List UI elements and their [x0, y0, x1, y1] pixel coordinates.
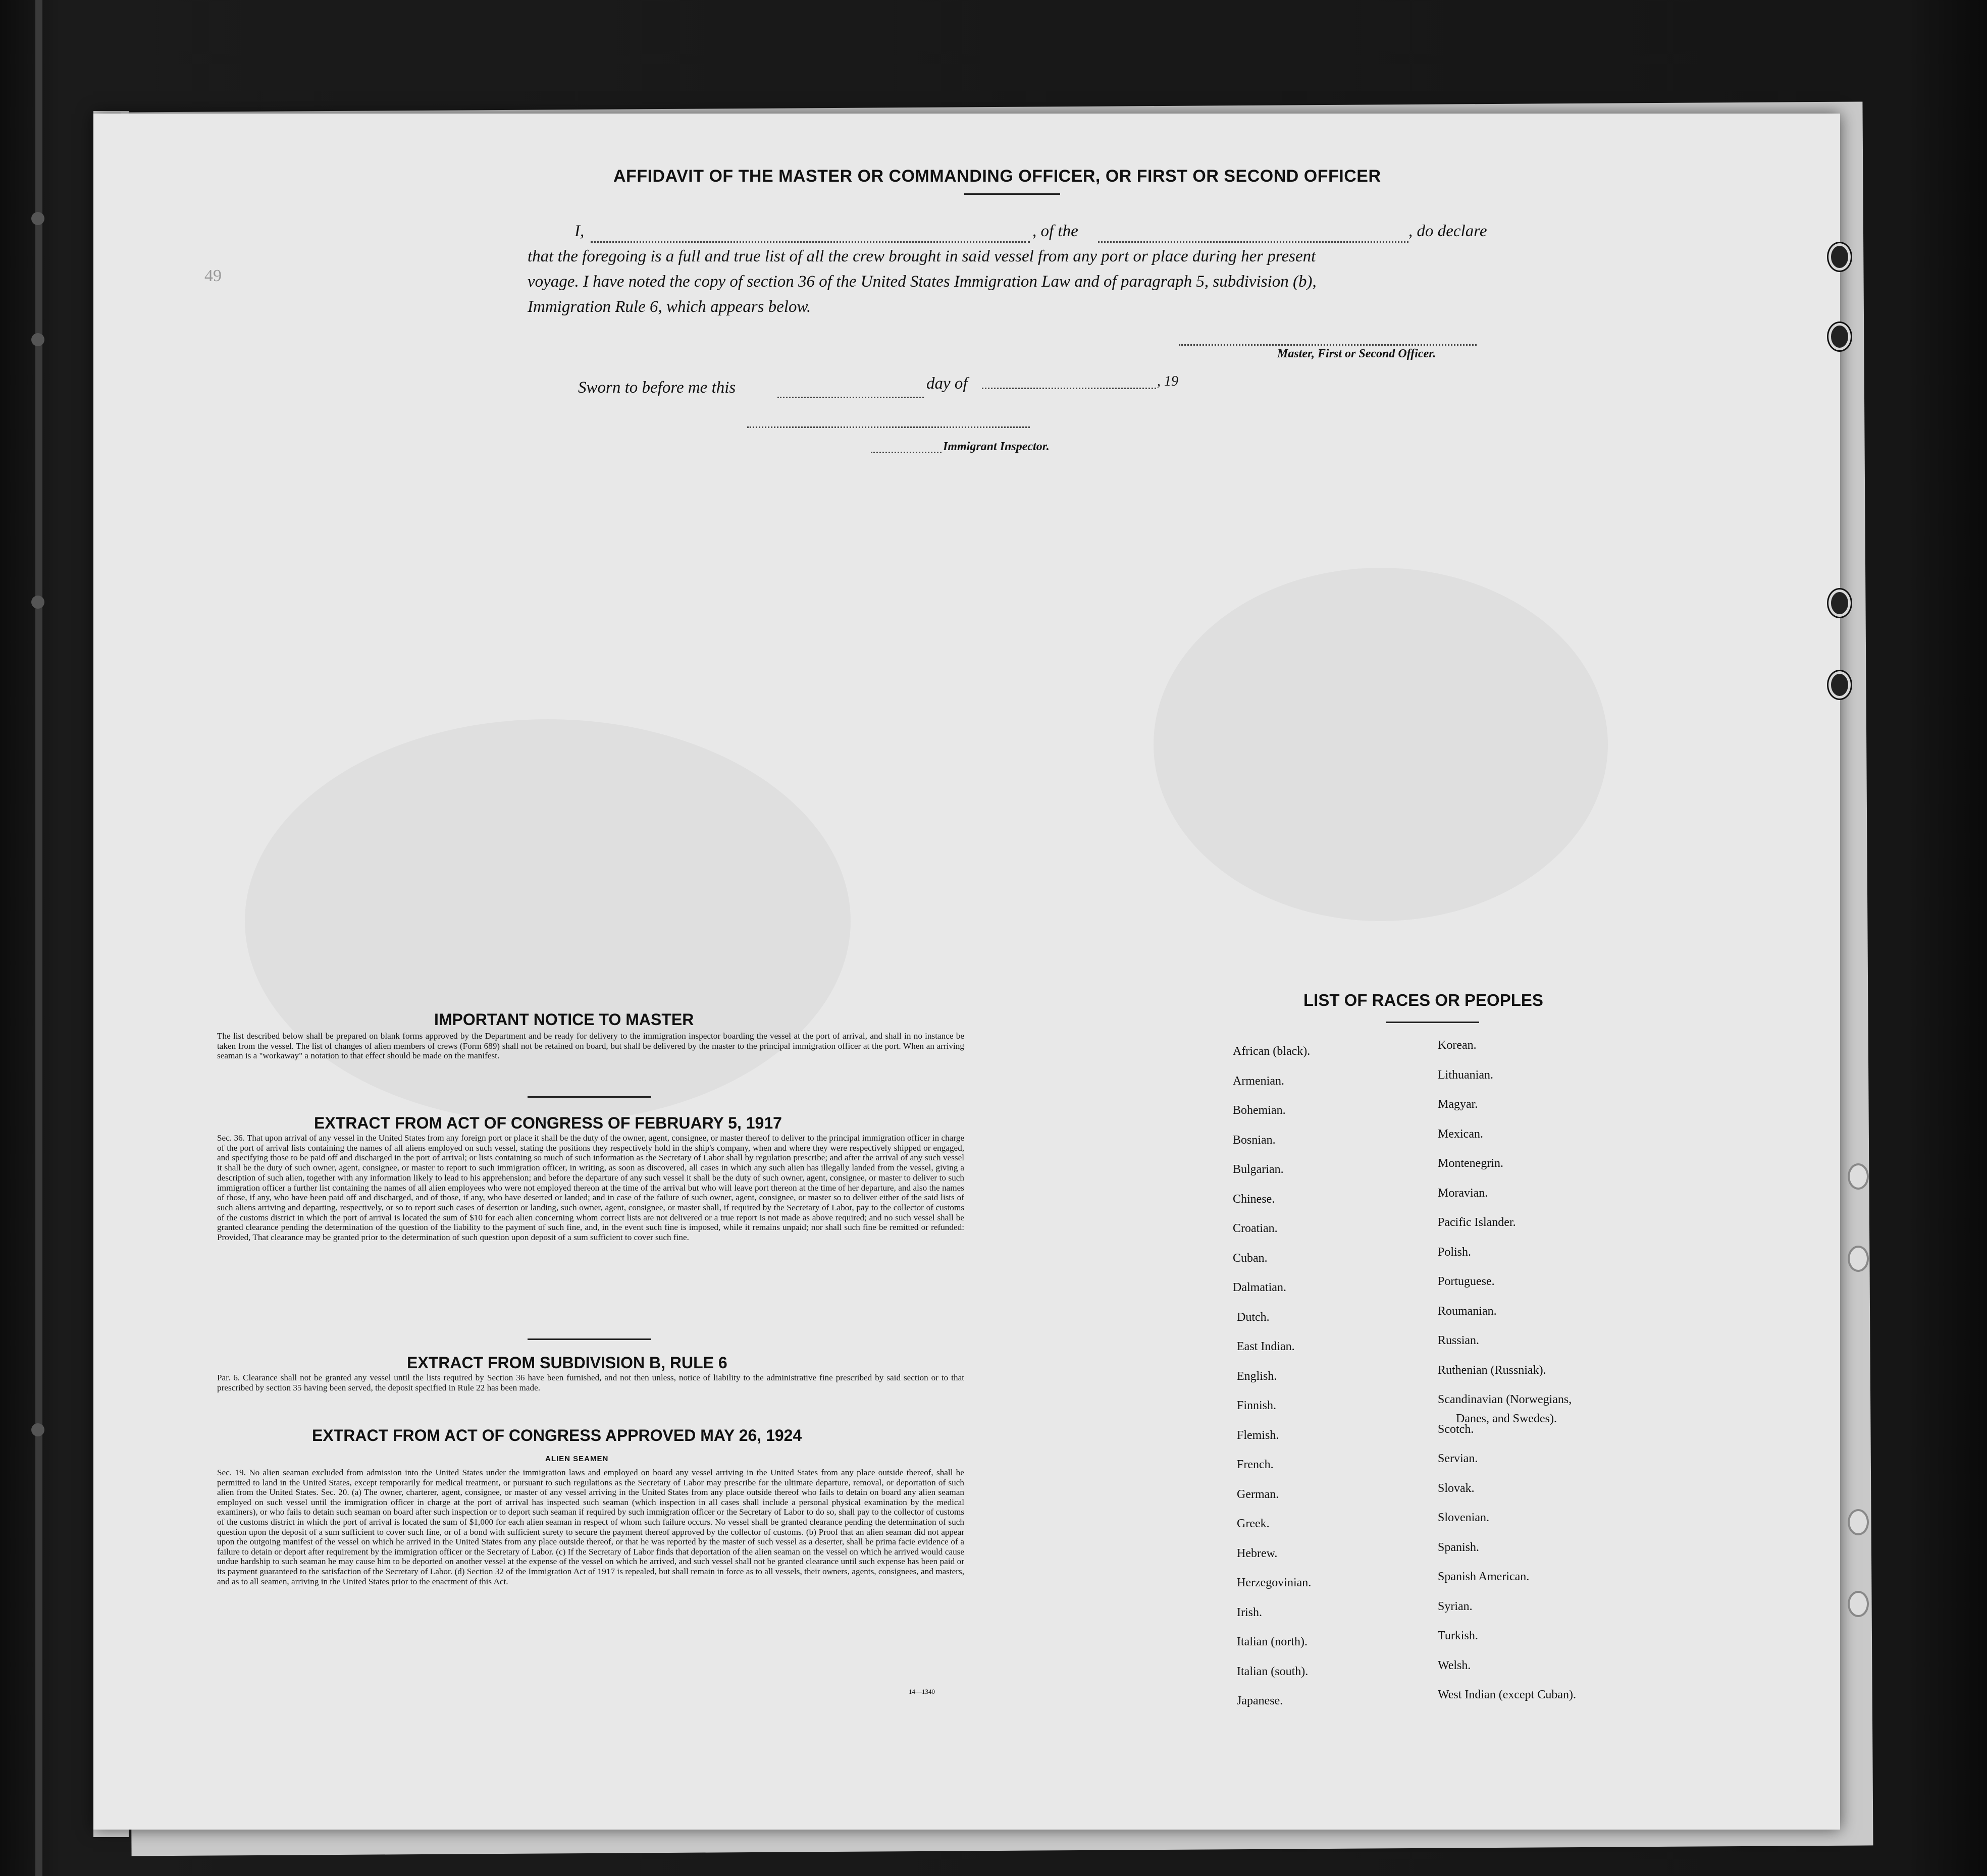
- races-title: LIST OF RACES OR PEOPLES: [1303, 991, 1543, 1009]
- race-item: Scotch.: [1438, 1423, 1474, 1436]
- race-item: Spanish American.: [1438, 1570, 1530, 1583]
- title-underline: [964, 193, 1060, 195]
- race-item: Armenian.: [1233, 1075, 1284, 1088]
- race-item: Italian (north).: [1237, 1635, 1308, 1648]
- race-item: Slovenian.: [1438, 1511, 1489, 1524]
- punch-hole: [1828, 243, 1851, 271]
- binding-hole: [31, 596, 44, 609]
- affidavit-line3: voyage. I have noted the copy of section 36 of the United States Immigration Law and of paragraph 5, subdivision (b),: [528, 273, 1317, 291]
- inspector-blank: [747, 426, 1030, 428]
- notice-title: IMPORTANT NOTICE TO MASTER: [434, 1010, 694, 1029]
- race-item: Scandinavian (Norwegians,: [1438, 1393, 1572, 1406]
- binding-hole: [31, 333, 44, 346]
- name-blank: [591, 241, 1030, 243]
- race-item: Lithuanian.: [1438, 1068, 1493, 1082]
- punch-hole: [1828, 589, 1851, 617]
- inspector-blank-2: [871, 452, 942, 453]
- binding-hole: [31, 212, 44, 225]
- extract-1917-divider: [528, 1338, 651, 1340]
- race-item: Dutch.: [1237, 1311, 1270, 1324]
- race-item: Flemish.: [1237, 1429, 1279, 1442]
- races-underline: [1386, 1022, 1479, 1023]
- race-item: Polish.: [1438, 1246, 1472, 1259]
- master-caption: Master, First or Second Officer.: [1277, 347, 1436, 360]
- affidavit-title: AFFIDAVIT OF THE MASTER OR COMMANDING OFFICER, OR FIRST OR SECOND OFFICER: [613, 167, 1381, 186]
- inspector-caption: Immigrant Inspector.: [943, 440, 1050, 453]
- race-item: Turkish.: [1438, 1629, 1478, 1642]
- notice-divider: [528, 1096, 651, 1098]
- race-item: Greek.: [1237, 1517, 1270, 1530]
- affidavit-line4: Immigration Rule 6, which appears below.: [528, 298, 811, 316]
- race-item: Irish.: [1237, 1606, 1262, 1619]
- binding-hole: [31, 1423, 44, 1436]
- race-item: Mexican.: [1438, 1128, 1483, 1141]
- race-item: Croatian.: [1233, 1222, 1278, 1235]
- race-item: Dalmatian.: [1233, 1281, 1286, 1294]
- extract-1924-body: Sec. 19. No alien seaman excluded from admission into the United States under the immigration laws and employed on board any vessel arriving in the United States from any place outside thereof, shall be permitted to land in the United States, except temporarily for medical treatment, or pursuant to such regulations as the Secretary of Labor may prescribe for the ultimate departure, removal, or deportation of such alien from the United States. Sec. 20. (a) The owner, charterer, agent, consignee, or master of any vessel arriving in the United States from any place outside thereof who fails to detain on board any alien seaman employed on such vessel until the immigration officer in charge at the port of arrival has inspected such seaman (which inspection in all cases shall include a personal physical examination by the medical examiners), or who fails to detain such seaman on board after such inspection or to deport such seaman if required by such immigration officer or the Secretary of Labor to do so, shall pay to the collector of customs of the customs district in which the port of arrival is located the sum of $1,000 for each alien seaman in respect of whom such failure occurs. No vessel shall be granted clearance pending the determination of such question upon the deposit of a sum sufficient to cover such fine, or of a bond with sufficient surety to secure the payment thereof approved by the collector of customs. (b) Proof that an alien seaman did not appear upon the outgoing manifest of the vessel on which he arrived in the United States from any place outside thereof, or that he was reported by the master of such vessel as a deserter, shall be prima facie evidence of a failure to detain or deport after requirement by the immigration officer or the Secretary of Labor. (c) If the Secretary of Labor finds that deportation of the alien seaman on the vessel on which he arrived would cause undue hardship to such seaman he may cause him to be deported on another vessel at the expense of the vessel on which he arrived, and such vessel shall not be granted clearance until such expense has been paid or its payment guaranteed to the satisfaction of the Secretary of Labor. (d) Section 32 of the Immigration Act of 1917 is repealed, but shall remain in force as to all vessels, their owners, agents, consignees, and masters, and as to all seamen, arriving in the United States prior to the enactment of this Act.: [217, 1468, 964, 1586]
- extract-rule6-body: Par. 6. Clearance shall not be granted any vessel until the lists required by Section 36 have been furnished, and not then unless, notice of liability to the administrative fine prescribed by said section or to that prescribed by section 35 having been served, the deposit specified in Rule 22 has been made.: [217, 1373, 964, 1392]
- race-item: Danes, and Swedes).: [1456, 1412, 1557, 1425]
- race-item: Russian.: [1438, 1334, 1480, 1347]
- punch-hole: [1848, 1591, 1869, 1617]
- sworn-day-blank: [777, 397, 924, 398]
- race-item: Chinese.: [1233, 1193, 1275, 1206]
- race-item: Bulgarian.: [1233, 1163, 1284, 1176]
- sworn-end: , 19: [1157, 373, 1178, 389]
- margin-number: 49: [204, 266, 222, 285]
- race-item: Servian.: [1438, 1452, 1478, 1465]
- affidavit-line2: that the foregoing is a full and true list of all the crew brought in said vessel from any port or place during her present: [528, 247, 1316, 265]
- sworn-mid: day of: [926, 374, 968, 393]
- notice-body: The list described below shall be prepared on blank forms approved by the Department and be ready for delivery to the immigration inspector boarding the vessel at the port of arrival, and shall in no instance be taken from the vessel. The list of changes of alien members of crews (Form 689) shall not be retained on board, but shall be delivered by the master to the principal immigration officer at the port. When an arriving seaman is a "workaway" a notation to that effect should be made on the manifest.: [217, 1031, 964, 1061]
- race-item: French.: [1237, 1458, 1274, 1471]
- race-item: Spanish.: [1438, 1541, 1480, 1554]
- vessel-blank: [1098, 241, 1408, 243]
- signature-blank: [1179, 344, 1477, 346]
- sworn-start: Sworn to before me this: [578, 379, 736, 397]
- race-item: Ruthenian (Russniak).: [1438, 1364, 1546, 1377]
- affidavit-line1-end: , do declare: [1408, 222, 1487, 240]
- affidavit-line1-mid: , of the: [1032, 222, 1078, 240]
- punch-hole: [1848, 1163, 1869, 1190]
- punch-hole: [1828, 323, 1851, 350]
- race-item: Pacific Islander.: [1438, 1216, 1516, 1229]
- race-item: Bosnian.: [1233, 1134, 1276, 1147]
- extract-1924-title: EXTRACT FROM ACT OF CONGRESS APPROVED MAY 26, 1924: [312, 1426, 802, 1444]
- race-item: Magyar.: [1438, 1098, 1478, 1111]
- race-item: Hebrew.: [1237, 1547, 1278, 1560]
- race-item: Montenegrin.: [1438, 1157, 1503, 1170]
- race-item: German.: [1237, 1488, 1279, 1501]
- race-item: East Indian.: [1237, 1340, 1295, 1353]
- race-item: Portuguese.: [1438, 1275, 1495, 1288]
- affidavit-line1-start: I,: [574, 222, 585, 240]
- form-number: 14—1340: [909, 1688, 935, 1695]
- race-item: African (black).: [1233, 1045, 1311, 1058]
- race-item: West Indian (except Cuban).: [1438, 1688, 1576, 1701]
- race-item: Japanese.: [1237, 1694, 1283, 1707]
- race-item: Italian (south).: [1237, 1665, 1309, 1678]
- race-item: Welsh.: [1438, 1659, 1471, 1672]
- race-item: Herzegovinian.: [1237, 1576, 1312, 1589]
- extract-rule6-title: EXTRACT FROM SUBDIVISION B, RULE 6: [407, 1354, 727, 1372]
- race-item: Bohemian.: [1233, 1104, 1286, 1117]
- extract-1917-body: Sec. 36. That upon arrival of any vessel in the United States from any foreign port or place it shall be the duty of the owner, agent, consignee, or master thereof to deliver to the principal immigration officer in charge of the port of arrival lists containing the names of all aliens employed on such vessel, stating the positions they respectively hold in the ship's company, when and where they were respectively shipped or engaged, and specifying those to be paid off and discharged in the port of arrival; or lists containing so much of such information as the Secretary of Labor shall by regulation prescribe; and after the arrival of any such vessel it shall be the duty of such owner, agent, consignee, or master to report to such immigration officer, in writing, as soon as discovered, all cases in which any such alien has illegally landed from the vessel, giving a description of such alien, together with any information likely to lead to his apprehension; and before the departure of any such vessel it shall be the duty of such owner, agent, consignee, or master to deliver to such immigration officer a further list containing the names of all alien employees who were not employed thereon at the time of the arrival but who will leave port thereon at the time of her departure, and also the names of those, if any, who have been paid off and discharged, and of those, if any, who have deserted or landed; and in case of the failure of such owner, agent, consignee, or master so to deliver either of the said lists of such aliens arriving and departing, respectively, or so to report such cases of desertion or landing, such owner, agent, consignee, or master shall, if required by the Secretary of Labor, pay to the collector of customs of the customs district in which the port of arrival is located the sum of $10 for each alien concerning whom correct lists are not delivered or a true report is not made as above required; and no such vessel shall be granted clearance pending the determination of the question of the liability to the payment of such fine, and, in the event such fine is imposed, while it remains unpaid; nor shall such fine be remitted or refunded: Provided, That clearance may be granted prior to the determination of such question upon deposit of a sum sufficient to cover such fine.: [217, 1133, 964, 1243]
- race-item: Korean.: [1438, 1039, 1477, 1052]
- race-item: Finnish.: [1237, 1399, 1277, 1412]
- binding-strip: [35, 0, 42, 1876]
- sworn-month-blank: [982, 388, 1156, 389]
- punch-hole: [1848, 1509, 1869, 1535]
- alien-seamen-subtitle: ALIEN SEAMEN: [545, 1455, 609, 1463]
- race-item: Cuban.: [1233, 1252, 1268, 1265]
- race-item: Moravian.: [1438, 1187, 1488, 1200]
- punch-hole: [1848, 1246, 1869, 1272]
- race-item: Roumanian.: [1438, 1305, 1497, 1318]
- race-item: Slovak.: [1438, 1482, 1475, 1495]
- race-item: Syrian.: [1438, 1600, 1473, 1613]
- extract-1917-title: EXTRACT FROM ACT OF CONGRESS OF FEBRUARY 5, 1917: [314, 1114, 782, 1132]
- punch-hole: [1828, 671, 1851, 699]
- race-item: English.: [1237, 1370, 1277, 1383]
